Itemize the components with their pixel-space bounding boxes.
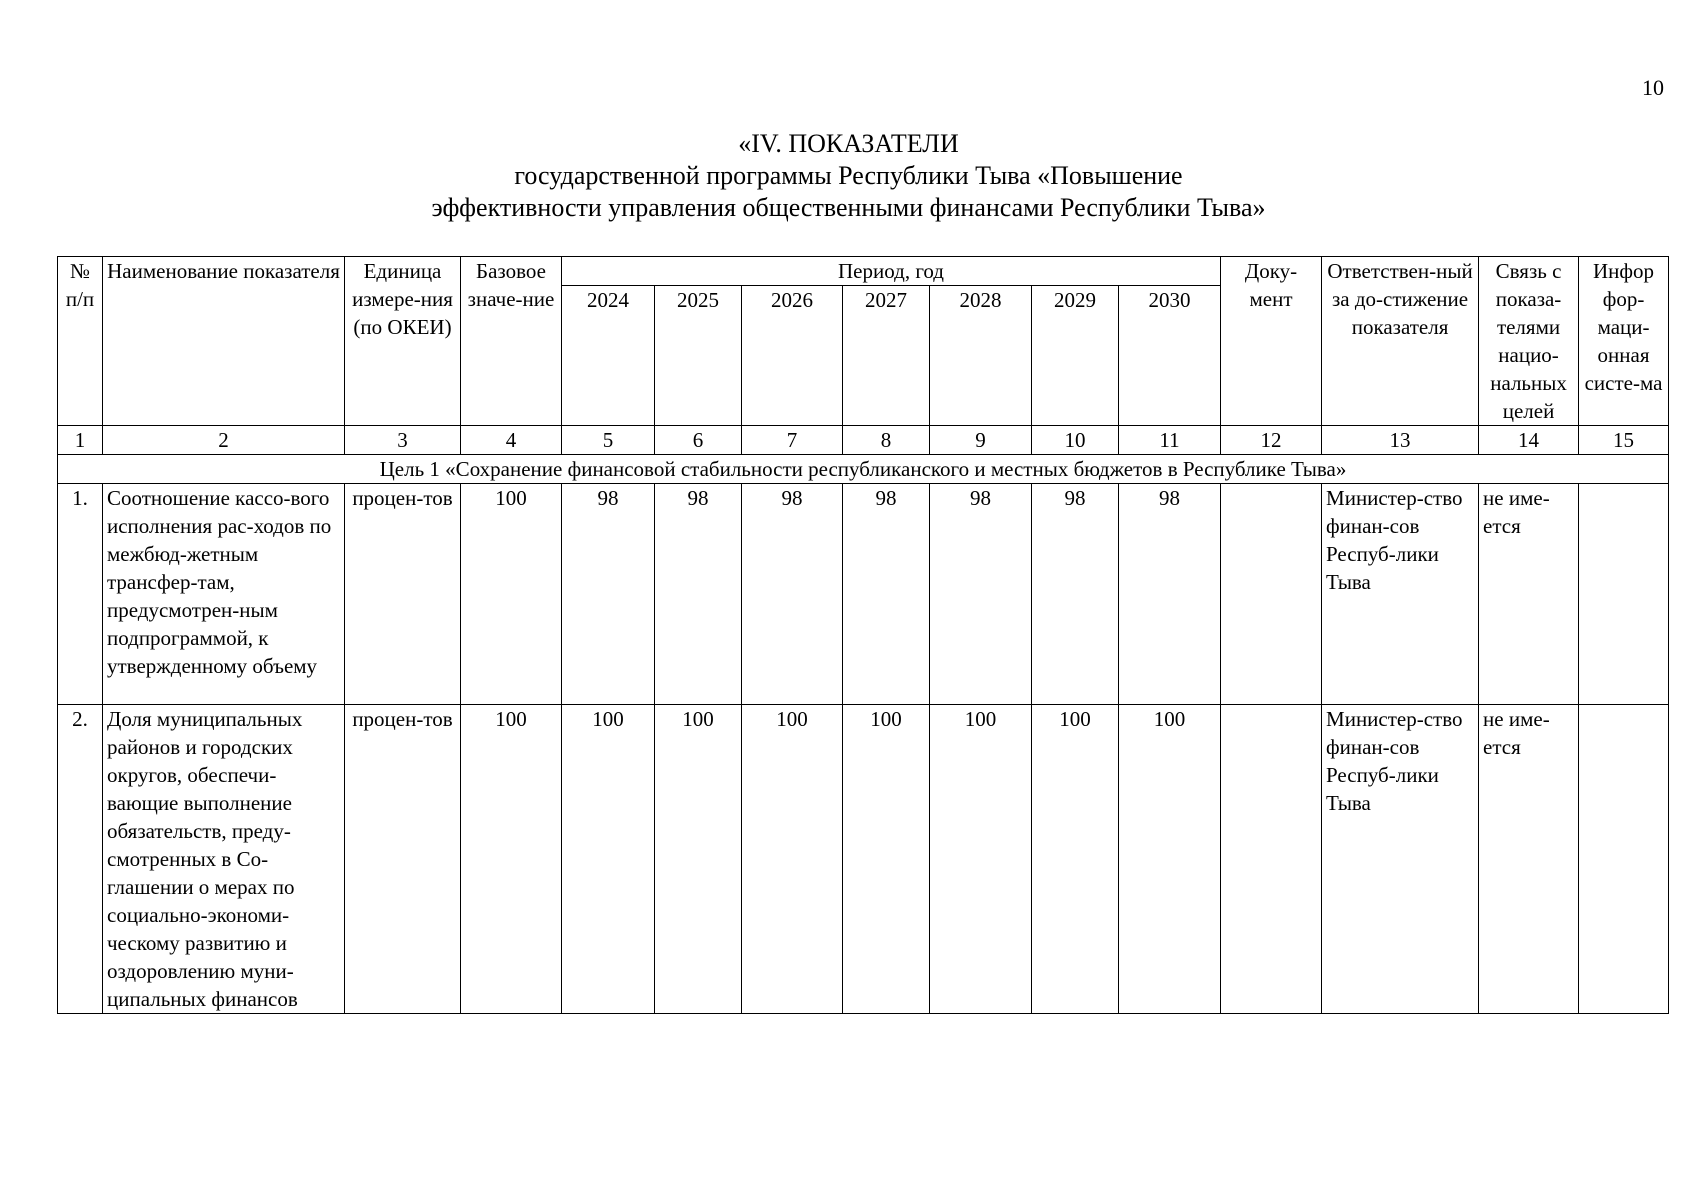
indicator-responsible: Министер-ство финан-сов Респуб-лики Тыва bbox=[1322, 705, 1479, 1014]
column-number: 1 bbox=[58, 426, 103, 455]
header-year: 2026 bbox=[742, 286, 843, 426]
column-number: 11 bbox=[1119, 426, 1221, 455]
value-2024: 98 bbox=[562, 484, 655, 705]
indicator-info-system bbox=[1579, 484, 1669, 705]
row-num: 1. bbox=[58, 484, 103, 705]
title-line-1: «IV. ПОКАЗАТЕЛИ bbox=[738, 129, 959, 158]
header-unit: Единица измере-ния (по ОКЕИ) bbox=[345, 257, 461, 426]
indicator-document bbox=[1221, 705, 1322, 1014]
value-2027: 98 bbox=[843, 484, 930, 705]
column-number: 9 bbox=[930, 426, 1032, 455]
document-title bbox=[0, 128, 1697, 224]
column-number: 3 bbox=[345, 426, 461, 455]
header-year: 2025 bbox=[655, 286, 742, 426]
column-number: 13 bbox=[1322, 426, 1479, 455]
column-number: 14 bbox=[1479, 426, 1579, 455]
header-base: Базовое значе-ние bbox=[461, 257, 562, 426]
value-2028: 100 bbox=[930, 705, 1032, 1014]
header-year: 2030 bbox=[1119, 286, 1221, 426]
indicator-name: Доля муниципальных районов и городских округов, обеспечи-вающие выполнение обязательств, преду-смотренных в Со-глашении о мерах по социально-экономи-ческому развитию и оздоровлению муни-ципальных финансов bbox=[103, 705, 345, 1014]
column-number: 7 bbox=[742, 426, 843, 455]
value-2030: 98 bbox=[1119, 484, 1221, 705]
table-row bbox=[58, 484, 1669, 705]
value-2029: 100 bbox=[1032, 705, 1119, 1014]
title-line-2: государственной программы Республики Тыва «Повышение bbox=[514, 161, 1183, 190]
header-info-system: Инфор фор-маци-онная систе-ма bbox=[1579, 257, 1669, 426]
indicator-info-system bbox=[1579, 705, 1669, 1014]
header-responsible: Ответствен-ный за до-стижение показателя bbox=[1322, 257, 1479, 426]
header-document: Доку-мент bbox=[1221, 257, 1322, 426]
column-number: 10 bbox=[1032, 426, 1119, 455]
title-line-3: эффективности управления общественными финансами Республики Тыва» bbox=[431, 193, 1266, 222]
value-2024: 100 bbox=[562, 705, 655, 1014]
row-num: 2. bbox=[58, 705, 103, 1014]
indicator-base: 100 bbox=[461, 484, 562, 705]
indicator-unit: процен-тов bbox=[345, 484, 461, 705]
column-number: 4 bbox=[461, 426, 562, 455]
indicator-name: Соотношение кассо-вого исполнения рас-ходов по межбюд-жетным трансфер-там, предусмотрен-ным подпрограммой, к утвержденному объему bbox=[103, 484, 345, 705]
value-2025: 98 bbox=[655, 484, 742, 705]
column-number: 2 bbox=[103, 426, 345, 455]
header-year: 2028 bbox=[930, 286, 1032, 426]
header-link: Связь с показа-телями нацио-нальных целей bbox=[1479, 257, 1579, 426]
indicator-document bbox=[1221, 484, 1322, 705]
indicator-responsible: Министер-ство финан-сов Респуб-лики Тыва bbox=[1322, 484, 1479, 705]
column-number: 5 bbox=[562, 426, 655, 455]
page-number: 10 bbox=[1642, 75, 1664, 100]
header-year: 2029 bbox=[1032, 286, 1119, 426]
table-row bbox=[58, 705, 1669, 1014]
indicator-link: не име-ется bbox=[1479, 484, 1579, 705]
header-period: Период, год bbox=[562, 257, 1221, 286]
value-2027: 100 bbox=[843, 705, 930, 1014]
column-number: 8 bbox=[843, 426, 930, 455]
column-number-row bbox=[58, 426, 1669, 455]
header-year: 2024 bbox=[562, 286, 655, 426]
column-number: 6 bbox=[655, 426, 742, 455]
value-2026: 98 bbox=[742, 484, 843, 705]
indicators-table bbox=[57, 256, 1669, 1014]
value-2026: 100 bbox=[742, 705, 843, 1014]
value-2030: 100 bbox=[1119, 705, 1221, 1014]
column-number: 12 bbox=[1221, 426, 1322, 455]
goal-title: Цель 1 «Сохранение финансовой стабильности республиканского и местных бюджетов в Республике Тыва» bbox=[58, 455, 1669, 484]
header-name: Наименование показателя bbox=[103, 257, 345, 426]
value-2029: 98 bbox=[1032, 484, 1119, 705]
header-year: 2027 bbox=[843, 286, 930, 426]
indicator-unit: процен-тов bbox=[345, 705, 461, 1014]
value-2025: 100 bbox=[655, 705, 742, 1014]
indicator-link: не име-ется bbox=[1479, 705, 1579, 1014]
header-num: № п/п bbox=[58, 257, 103, 426]
value-2028: 98 bbox=[930, 484, 1032, 705]
column-number: 15 bbox=[1579, 426, 1669, 455]
indicator-base: 100 bbox=[461, 705, 562, 1014]
goal-row bbox=[58, 455, 1669, 484]
